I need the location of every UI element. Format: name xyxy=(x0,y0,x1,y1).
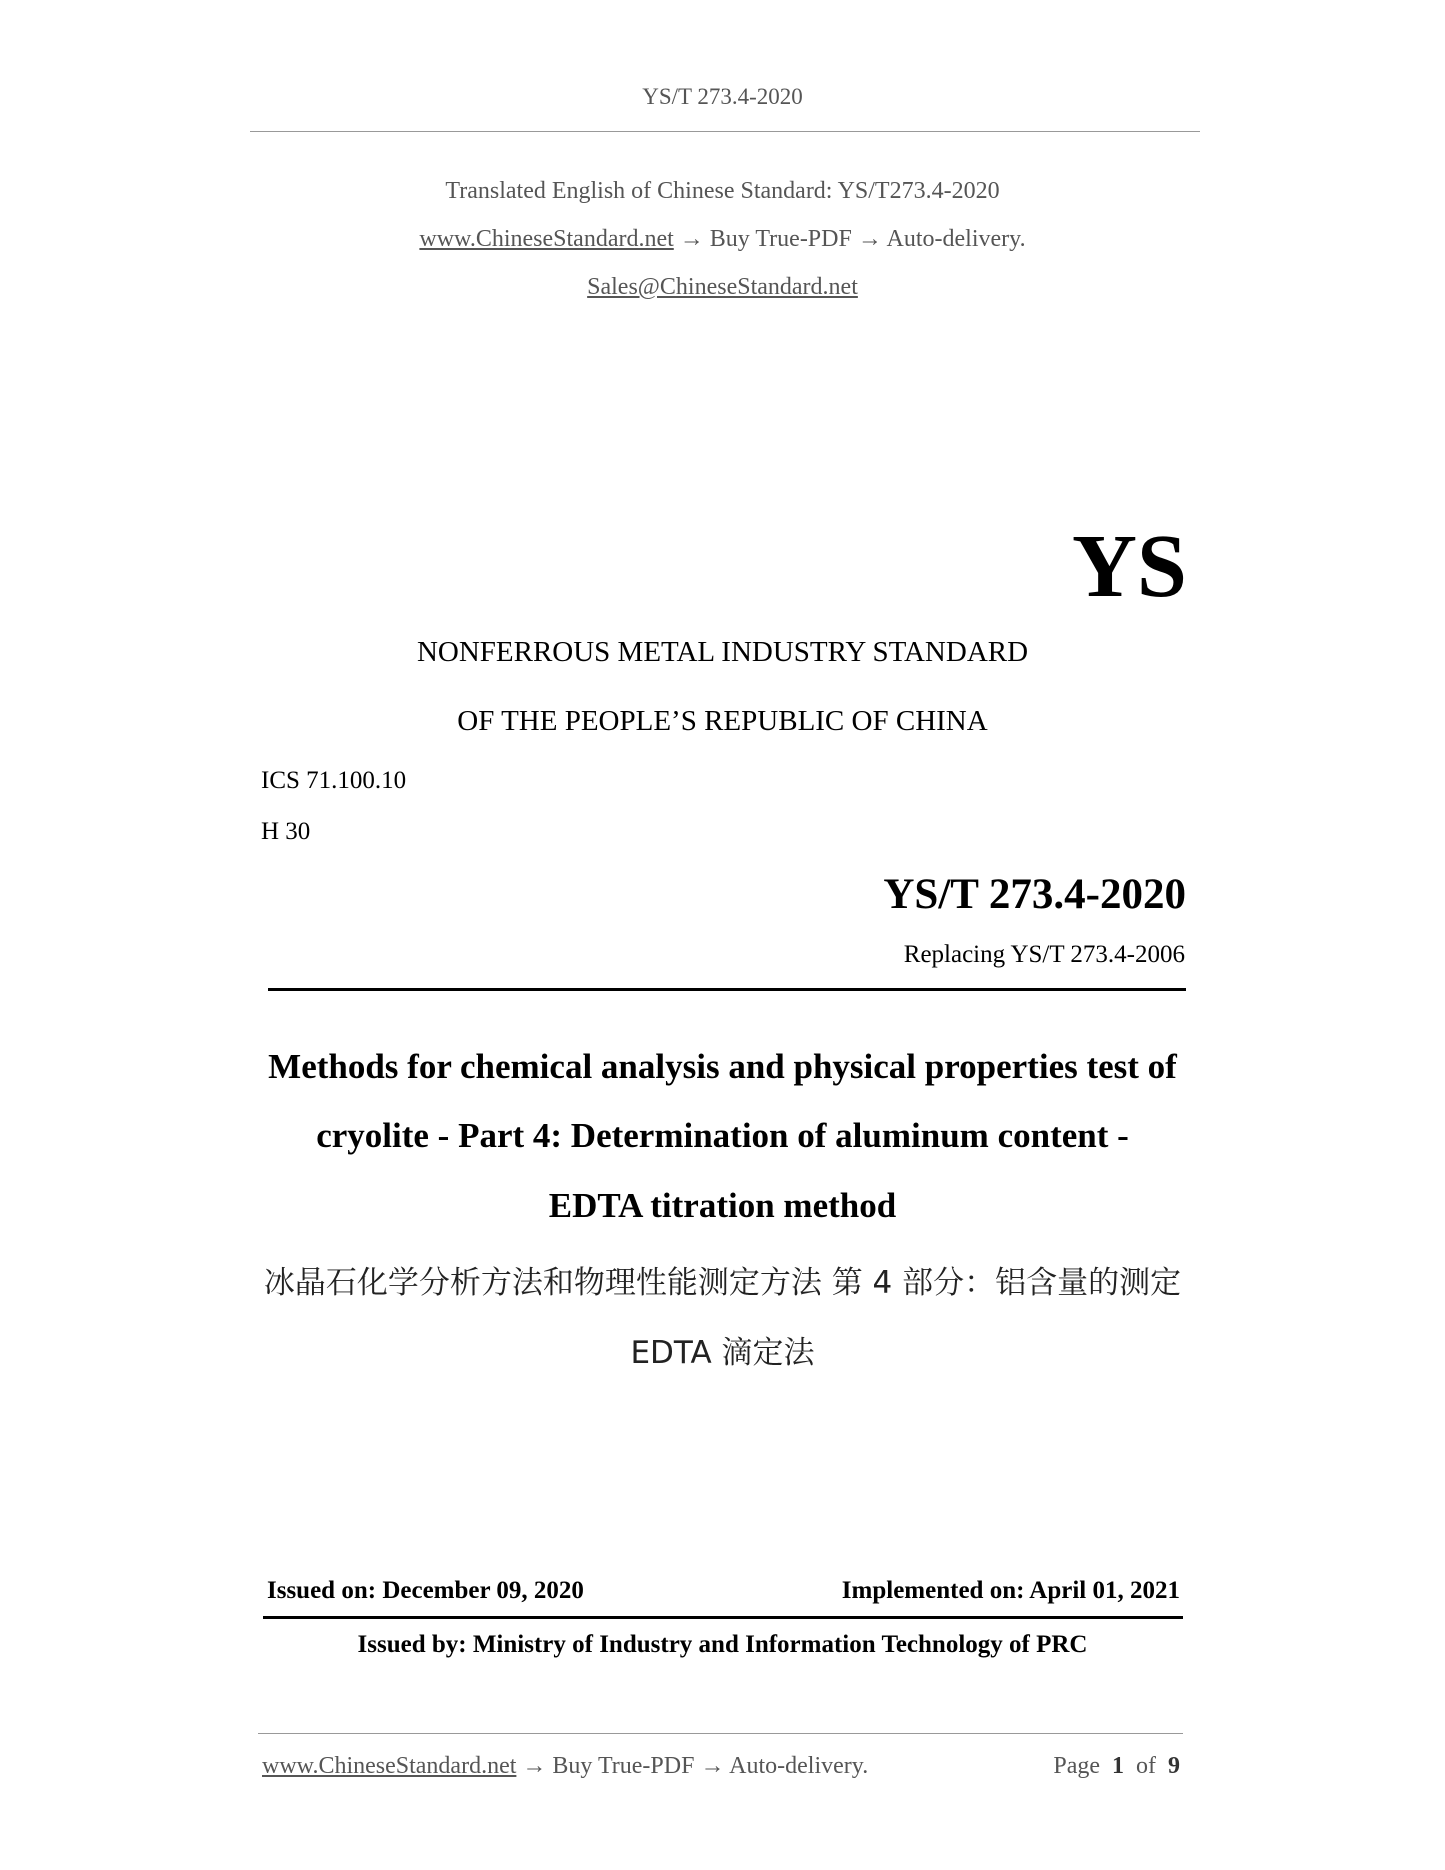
issuing-authority: Issued by: Ministry of Industry and Information Technology of PRC xyxy=(357,1631,1088,1658)
footer-delivery-text: Auto-delivery. xyxy=(729,1753,869,1779)
arrow-icon: → xyxy=(679,226,704,252)
translation-notice: Translated English of Chinese Standard: YS/T273.4-2020 xyxy=(445,178,1000,204)
email-line xyxy=(0,274,1445,301)
footer-buy-text: Buy True-PDF xyxy=(552,1753,695,1779)
ics-code: ICS 71.100.10 xyxy=(261,767,407,794)
org-name-line2: OF THE PEOPLE’S REPUBLIC OF CHINA xyxy=(457,705,988,737)
running-header: YS/T 273.4-2020 xyxy=(642,84,803,109)
page-current: 1 xyxy=(1112,1753,1124,1779)
footer-divider xyxy=(258,1733,1183,1734)
footer-website-link[interactable]: www.ChineseStandard.net xyxy=(262,1753,517,1779)
title-en-line2: cryolite - Part 4: Determination of aluminum content - xyxy=(316,1116,1129,1155)
footer-purchase-line xyxy=(262,1753,868,1780)
page-of: of xyxy=(1136,1753,1156,1779)
title-cn-line1: 冰晶石化学分析方法和物理性能测定方法 第 4 部分：铝含量的测定 xyxy=(263,1265,1182,1301)
arrow-icon: → xyxy=(522,1753,547,1779)
standard-number: YS/T 273.4-2020 xyxy=(883,871,1186,918)
org-name-line1: NONFERROUS METAL INDUSTRY STANDARD xyxy=(416,636,1029,668)
title-cn-line2: EDTA 滴定法 xyxy=(630,1335,815,1371)
arrow-icon: → xyxy=(857,226,882,252)
ccs-code: H 30 xyxy=(261,818,311,845)
header-divider xyxy=(250,131,1200,132)
delivery-text: Auto-delivery. xyxy=(886,226,1026,252)
title-en-line3: EDTA titration method xyxy=(548,1186,897,1225)
dates-divider xyxy=(263,1616,1183,1619)
page-label: Page xyxy=(1053,1753,1100,1779)
purchase-line xyxy=(0,226,1445,253)
website-link[interactable]: www.ChineseStandard.net xyxy=(419,226,674,252)
issued-on-date: Issued on: December 09, 2020 xyxy=(267,1577,584,1604)
title-divider xyxy=(268,988,1186,991)
page-indicator xyxy=(1053,1753,1180,1780)
title-en-line1: Methods for chemical analysis and physical properties test of xyxy=(268,1047,1177,1086)
ys-mark: YS xyxy=(1071,517,1187,616)
email-link[interactable]: Sales@ChineseStandard.net xyxy=(587,274,858,300)
page-total: 9 xyxy=(1168,1753,1180,1779)
implemented-on-date: Implemented on: April 01, 2021 xyxy=(841,1577,1180,1604)
replacing-note: Replacing YS/T 273.4-2006 xyxy=(903,941,1185,968)
buy-text: Buy True-PDF xyxy=(709,226,852,252)
arrow-icon: → xyxy=(700,1753,725,1779)
